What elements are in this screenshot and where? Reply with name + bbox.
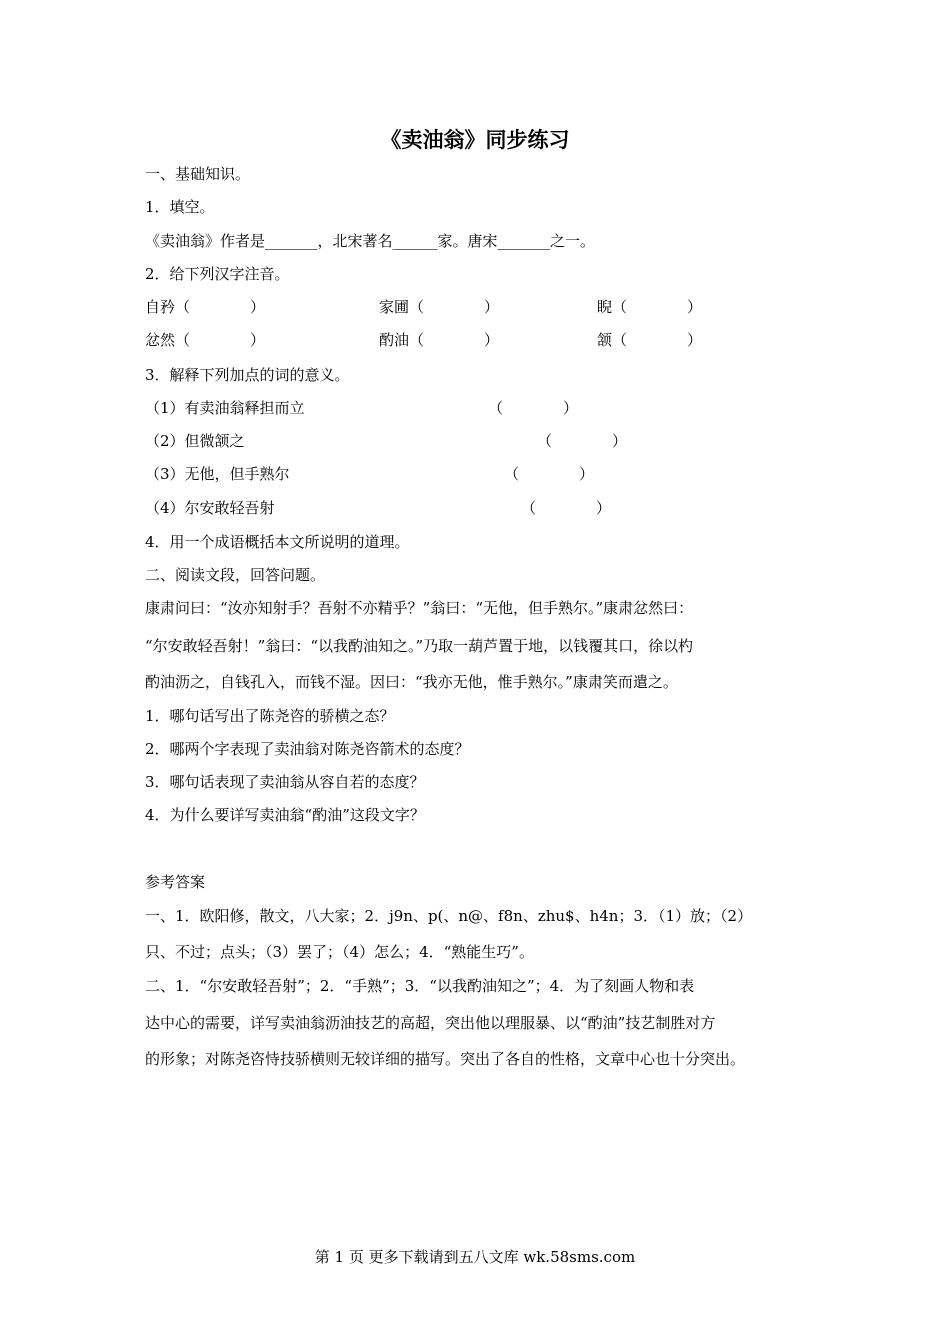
pinyin-item: 家圃（ ）	[379, 298, 500, 316]
section-heading-basics: 一、基础知识。	[145, 165, 251, 183]
question-1-text: 《卖油翁》作者是_______，北宋著名______家。唐宋_______之一。	[145, 232, 596, 250]
answers-heading: 参考答案	[145, 873, 206, 891]
definition-item-blank: （ ）	[504, 465, 595, 483]
definition-item-text: （3）无他，但手熟尔	[145, 465, 290, 483]
passage-line: 酌油沥之，自钱孔入，而钱不湿。因曰：“我亦无他，惟手熟尔。”康肃笑而遣之。	[145, 673, 678, 691]
reading-question: 2．哪两个字表现了卖油翁对陈尧咨箭术的态度？	[145, 740, 470, 758]
definition-item-blank: （ ）	[521, 499, 612, 517]
answer-line: 的形象；对陈尧咨恃技骄横则无较详细的描写。突出了各自的性格，文章中心也十分突出。	[145, 1050, 746, 1068]
section-heading-reading: 二、阅读文段，回答问题。	[145, 566, 326, 584]
question-3-label: 3．解释下列加点的词的意义。	[145, 366, 350, 384]
reading-question: 4．为什么要详写卖油翁“酌油”这段文字？	[145, 806, 425, 824]
document-title: 《卖油翁》同步练习	[380, 128, 570, 152]
question-2-label: 2．给下列汉字注音。	[145, 265, 290, 283]
pinyin-item: 颔（ ）	[597, 331, 703, 349]
definition-item-blank: （ ）	[537, 432, 628, 450]
answer-line: 二、1．“尔安敢轻吾射”；2．“手熟”；3．“以我酌油知之”；4．为了刻画人物和表	[145, 977, 695, 995]
definition-item-blank: （ ）	[488, 399, 579, 417]
page-footer: 第 1 页 更多下载请到五八文库 wk.58sms.com	[314, 1248, 636, 1266]
answer-line: 一、1．欧阳修，散文，八大家；2．j9n、p(、n@、f8n、zhu$、h4n；3．（1）放；（2）	[145, 907, 753, 925]
passage-line: “尔安敢轻吾射！”翁曰：“以我酌油知之。”乃取一葫芦置于地，以钱覆其口，徐以杓	[145, 637, 694, 655]
answer-line: 达中心的需要，详写卖油翁沥油技艺的高超，突出他以理服暴、以“酌油”技艺制胜对方	[145, 1014, 716, 1032]
pinyin-item: 酌油（ ）	[379, 331, 500, 349]
question-4-label: 4．用一个成语概括本文所说明的道理。	[145, 533, 410, 551]
definition-item-text: （2）但微颔之	[145, 432, 245, 450]
reading-question: 3．哪句话表现了卖油翁从容自若的态度？	[145, 773, 425, 791]
pinyin-item: 睨（ ）	[597, 298, 703, 316]
reading-question: 1．哪句话写出了陈尧咨的骄横之态？	[145, 707, 395, 725]
definition-item-text: （4）尔安敢轻吾射	[145, 499, 275, 517]
definition-item-text: （1）有卖油翁释担而立	[145, 399, 305, 417]
question-1-label: 1．填空。	[145, 198, 215, 216]
pinyin-item: 自矜（ ）	[145, 298, 266, 316]
passage-line: 康肃问曰：“汝亦知射手？吾射不亦精乎？”翁曰：“无他，但手熟尔。”康肃忿然曰：	[145, 599, 694, 617]
answer-line: 只、不过；点头；（3）罢了；（4）怎么；4．“熟能生巧”。	[145, 943, 534, 961]
pinyin-item: 忿然（ ）	[145, 331, 266, 349]
